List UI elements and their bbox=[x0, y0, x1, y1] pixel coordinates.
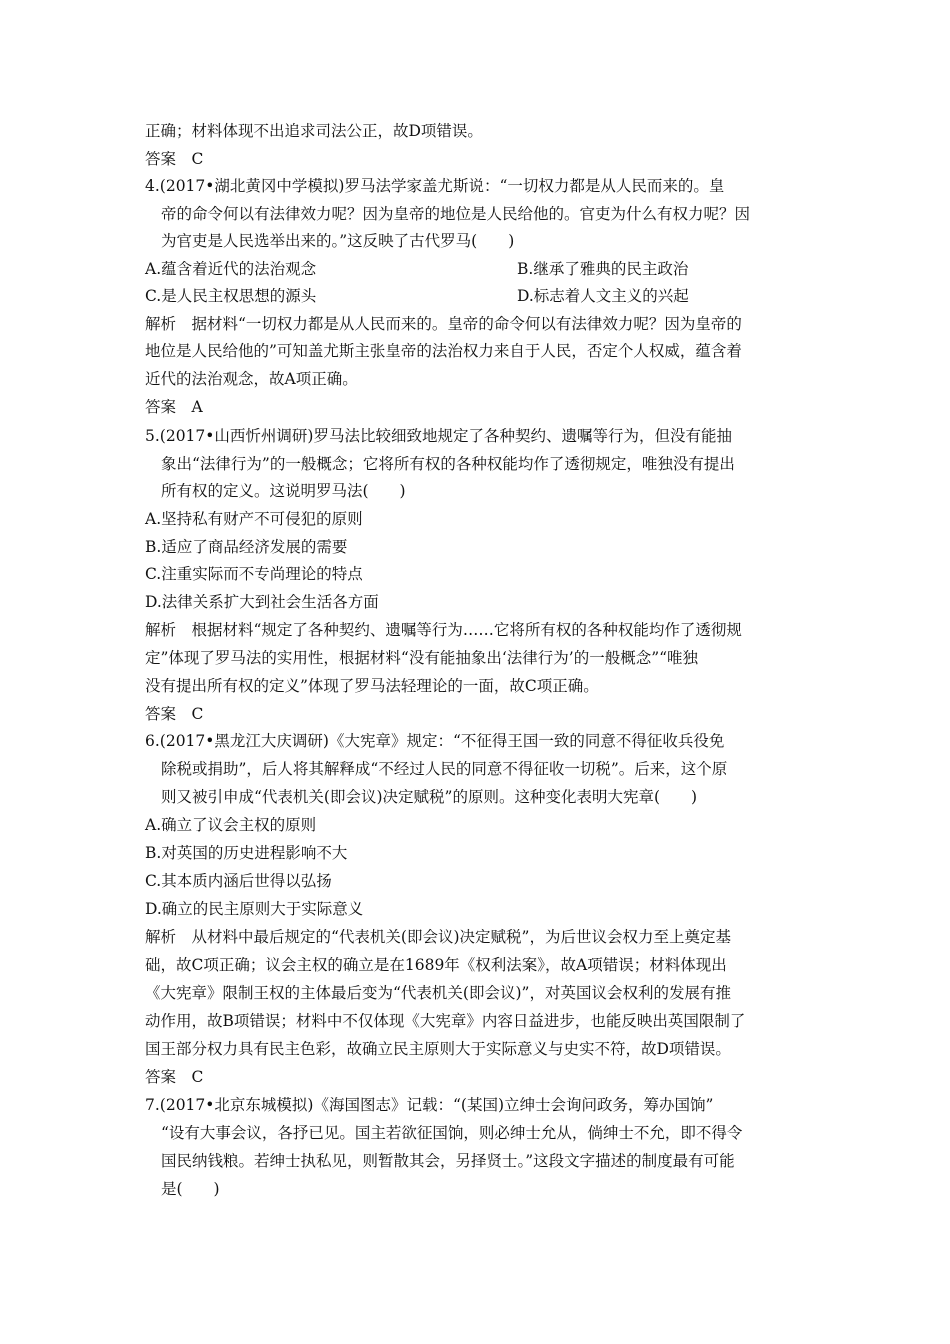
answer-explanation-line: 正确；材料体现不出追求司法公正，故D项错误。 bbox=[145, 122, 483, 140]
answer-line: 答案 C bbox=[145, 150, 204, 168]
analysis-line: 《大宪章》限制王权的主体最后变为“代表机关(即会议)”，对英国议会权利的发展有推 bbox=[145, 984, 731, 1002]
answer-line: 答案 C bbox=[145, 1068, 204, 1086]
question-7-stem-cont: 是( ) bbox=[161, 1180, 220, 1198]
option-a: A.蕴含着近代的法治观念 bbox=[145, 260, 317, 278]
question-6-stem-cont: 则又被引申成“代表机关(即会议)决定赋税”的原则。这种变化表明大宪章( ) bbox=[161, 788, 698, 806]
question-7-stem: 7.(2017•北京东城模拟)《海国图志》记载：“(某国)立绅士会询问政务，筹办国饷” bbox=[145, 1096, 714, 1114]
option-d: D.确立的民主原则大于实际意义 bbox=[145, 900, 364, 918]
question-4-stem: 4.(2017•湖北黄冈中学模拟)罗马法学家盖尤斯说：“一切权力都是从人民而来的。皇 bbox=[145, 177, 725, 195]
option-c: C.注重实际而不专尚理论的特点 bbox=[145, 565, 363, 583]
question-5-stem-cont: 象出“法律行为”的一般概念；它将所有权的各种权能均作了透彻规定，唯独没有提出 bbox=[161, 455, 735, 473]
analysis-line: 础，故C项正确；议会主权的确立是在1689年《权利法案》，故A项错误；材料体现出 bbox=[145, 956, 727, 974]
analysis-line: 没有提出所有权的定义”体现了罗马法轻理论的一面，故C项正确。 bbox=[145, 677, 599, 695]
analysis-line: 解析 从材料中最后规定的“代表机关(即会议)决定赋税”，为后世议会权力至上奠定基 bbox=[145, 928, 731, 946]
answer-line: 答案 C bbox=[145, 705, 204, 723]
question-6-stem-cont: 除税或捐助”，后人将其解释成“不经过人民的同意不得征收一切税”。后来，这个原 bbox=[161, 760, 728, 778]
analysis-line: 解析 根据材料“规定了各种契约、遗嘱等行为……它将所有权的各种权能均作了透彻规 bbox=[145, 621, 742, 639]
option-b: B.对英国的历史进程影响不大 bbox=[145, 844, 348, 862]
analysis-line: 解析 据材料“一切权力都是从人民而来的。皇帝的命令何以有法律效力呢？因为皇帝的 bbox=[145, 315, 742, 333]
option-b: B.继承了雅典的民主政治 bbox=[517, 260, 689, 278]
question-7-stem-cont: “设有大事会议，各抒已见。国主若欲征国饷，则必绅士允从，倘绅士不允，即不得令 bbox=[161, 1124, 743, 1142]
question-6-stem: 6.(2017•黑龙江大庆调研)《大宪章》规定：“不征得王国一致的同意不得征收兵役免 bbox=[145, 732, 725, 750]
answer-line: 答案 A bbox=[145, 398, 203, 416]
option-c: C.是人民主权思想的源头 bbox=[145, 287, 317, 305]
analysis-line: 动作用，故B项错误；材料中不仅体现《大宪章》内容日益进步，也能反映出英国限制了 bbox=[145, 1012, 746, 1030]
analysis-line: 国王部分权力具有民主色彩，故确立民主原则大于实际意义与史实不符，故D项错误。 bbox=[145, 1040, 731, 1058]
question-5-stem: 5.(2017•山西忻州调研)罗马法比较细致地规定了各种契约、遗嘱等行为，但没有能抽 bbox=[145, 427, 732, 445]
question-4-stem-cont: 帝的命令何以有法律效力呢？因为皇帝的地位是人民给他的。官吏为什么有权力呢？因 bbox=[161, 205, 751, 223]
analysis-line: 地位是人民给他的”可知盖尤斯主张皇帝的法治权力来自于人民，否定个人权威，蕴含着 bbox=[145, 342, 742, 360]
option-c: C.其本质内涵后世得以弘扬 bbox=[145, 872, 332, 890]
question-4-stem-cont: 为官吏是人民选举出来的。”这反映了古代罗马( ) bbox=[161, 232, 515, 250]
analysis-line: 定”体现了罗马法的实用性，根据材料“没有能抽象出‘法律行为’的一般概念”“唯独 bbox=[145, 649, 699, 667]
analysis-line: 近代的法治观念，故A项正确。 bbox=[145, 370, 358, 388]
option-d: D.法律关系扩大到社会生活各方面 bbox=[145, 593, 379, 611]
option-b: B.适应了商品经济发展的需要 bbox=[145, 538, 348, 556]
option-d: D.标志着人文主义的兴起 bbox=[517, 287, 689, 305]
option-a: A.坚持私有财产不可侵犯的原则 bbox=[145, 510, 363, 528]
question-5-stem-cont: 所有权的定义。这说明罗马法( ) bbox=[161, 482, 406, 500]
option-a: A.确立了议会主权的原则 bbox=[145, 816, 317, 834]
question-7-stem-cont: 国民纳钱粮。若绅士执私见，则暂散其会，另择贤士。”这段文字描述的制度最有可能 bbox=[161, 1152, 735, 1170]
